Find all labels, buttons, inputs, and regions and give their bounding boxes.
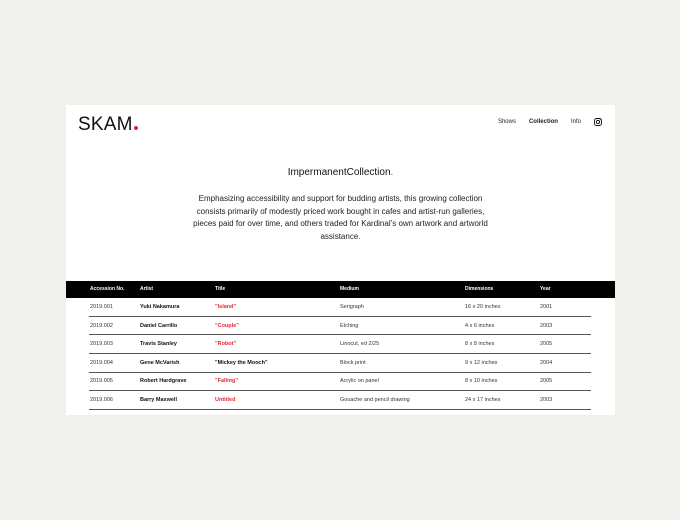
- year-cell: 2005: [540, 341, 553, 348]
- table-row: [66, 391, 615, 410]
- dimensions-cell: 4 x 6 inches: [465, 322, 495, 329]
- medium-cell: Acrylic on panel: [340, 378, 379, 385]
- table-row: [66, 317, 615, 336]
- artist-cell: Daniel Carrillo: [140, 322, 178, 329]
- collection-table: [66, 281, 615, 410]
- page-title-text: ImpermanentCollection: [287, 167, 391, 178]
- accession-cell: 2019.004: [90, 359, 113, 366]
- accession-cell: 2019.001: [90, 304, 113, 310]
- artist-cell: Yuki Nakamura: [140, 304, 180, 310]
- accession-cell: 2019.006: [90, 396, 113, 403]
- column-header-accession: Accession No.: [90, 286, 125, 292]
- site-logo[interactable]: [78, 114, 138, 136]
- year-cell: 2003: [540, 396, 553, 403]
- page-description: Emphasizing accessibility and support for budding artists, this growing collection consists primarily of modestly priced work bought in cafes and artist-run galleries, pieces paid for over time, and others traded for Kardinal’s own artwork and artworld assistance.: [193, 194, 488, 241]
- main-nav: [485, 118, 602, 126]
- dimensions-cell: 9 x 12 inches: [465, 359, 498, 366]
- title-cell: "Robot": [215, 341, 237, 348]
- app-window: [66, 105, 615, 415]
- nav-shows[interactable]: Shows: [497, 119, 516, 125]
- medium-cell: Etching: [340, 322, 359, 329]
- dimensions-cell: 16 x 20 inches: [465, 304, 501, 310]
- accession-cell: 2019.005: [90, 378, 113, 385]
- artist-cell: Barry Maxwell: [140, 396, 177, 403]
- dimensions-cell: 8 x 10 inches: [465, 378, 498, 385]
- table-row: [66, 335, 615, 354]
- title-cell: "Island": [215, 304, 237, 310]
- page-title-accent: .: [390, 167, 394, 178]
- dimensions-cell: 24 x 17 inches: [465, 396, 501, 403]
- accession-cell: 2019.002: [90, 322, 113, 329]
- nav-collection[interactable]: Collection: [528, 119, 558, 125]
- year-cell: 2003: [540, 322, 553, 329]
- dimensions-cell: 8 x 8 inches: [465, 341, 495, 348]
- nav-info[interactable]: Info: [570, 119, 581, 125]
- artist-cell: Travis Stanley: [140, 341, 177, 348]
- accession-cell: 2019.003: [90, 341, 113, 348]
- logo-text: SKAM: [78, 114, 133, 135]
- medium-cell: Gouache and pencil drawing: [340, 396, 410, 403]
- logo-dot: [134, 126, 138, 130]
- title-cell: "Couple": [215, 322, 239, 329]
- column-header-dimensions: Dimensions: [465, 286, 494, 292]
- table-row: [66, 354, 615, 373]
- medium-cell: Serigraph: [340, 304, 364, 310]
- medium-cell: Linocut, ed 2/25: [340, 341, 380, 348]
- column-header-year: Year: [540, 286, 551, 292]
- year-cell: 2004: [540, 359, 553, 366]
- column-header-artist: Artist: [140, 286, 154, 292]
- year-cell: 2005: [540, 378, 553, 385]
- medium-cell: Block print: [340, 359, 366, 366]
- title-cell: "Falling": [215, 378, 238, 385]
- title-cell: Untitled: [215, 396, 236, 403]
- column-header-medium: Medium: [340, 286, 359, 292]
- title-cell: "Mickey the Mooch": [215, 359, 268, 366]
- column-header-title: Title: [215, 286, 226, 292]
- page-title: [66, 167, 615, 178]
- table-row: [66, 298, 615, 317]
- instagram-icon[interactable]: [594, 118, 602, 126]
- table-header: [66, 281, 615, 298]
- table-row: [66, 372, 615, 391]
- year-cell: 2001: [540, 304, 553, 310]
- artist-cell: Robert Hardgrave: [140, 378, 187, 385]
- artist-cell: Gene McVarish: [140, 359, 180, 366]
